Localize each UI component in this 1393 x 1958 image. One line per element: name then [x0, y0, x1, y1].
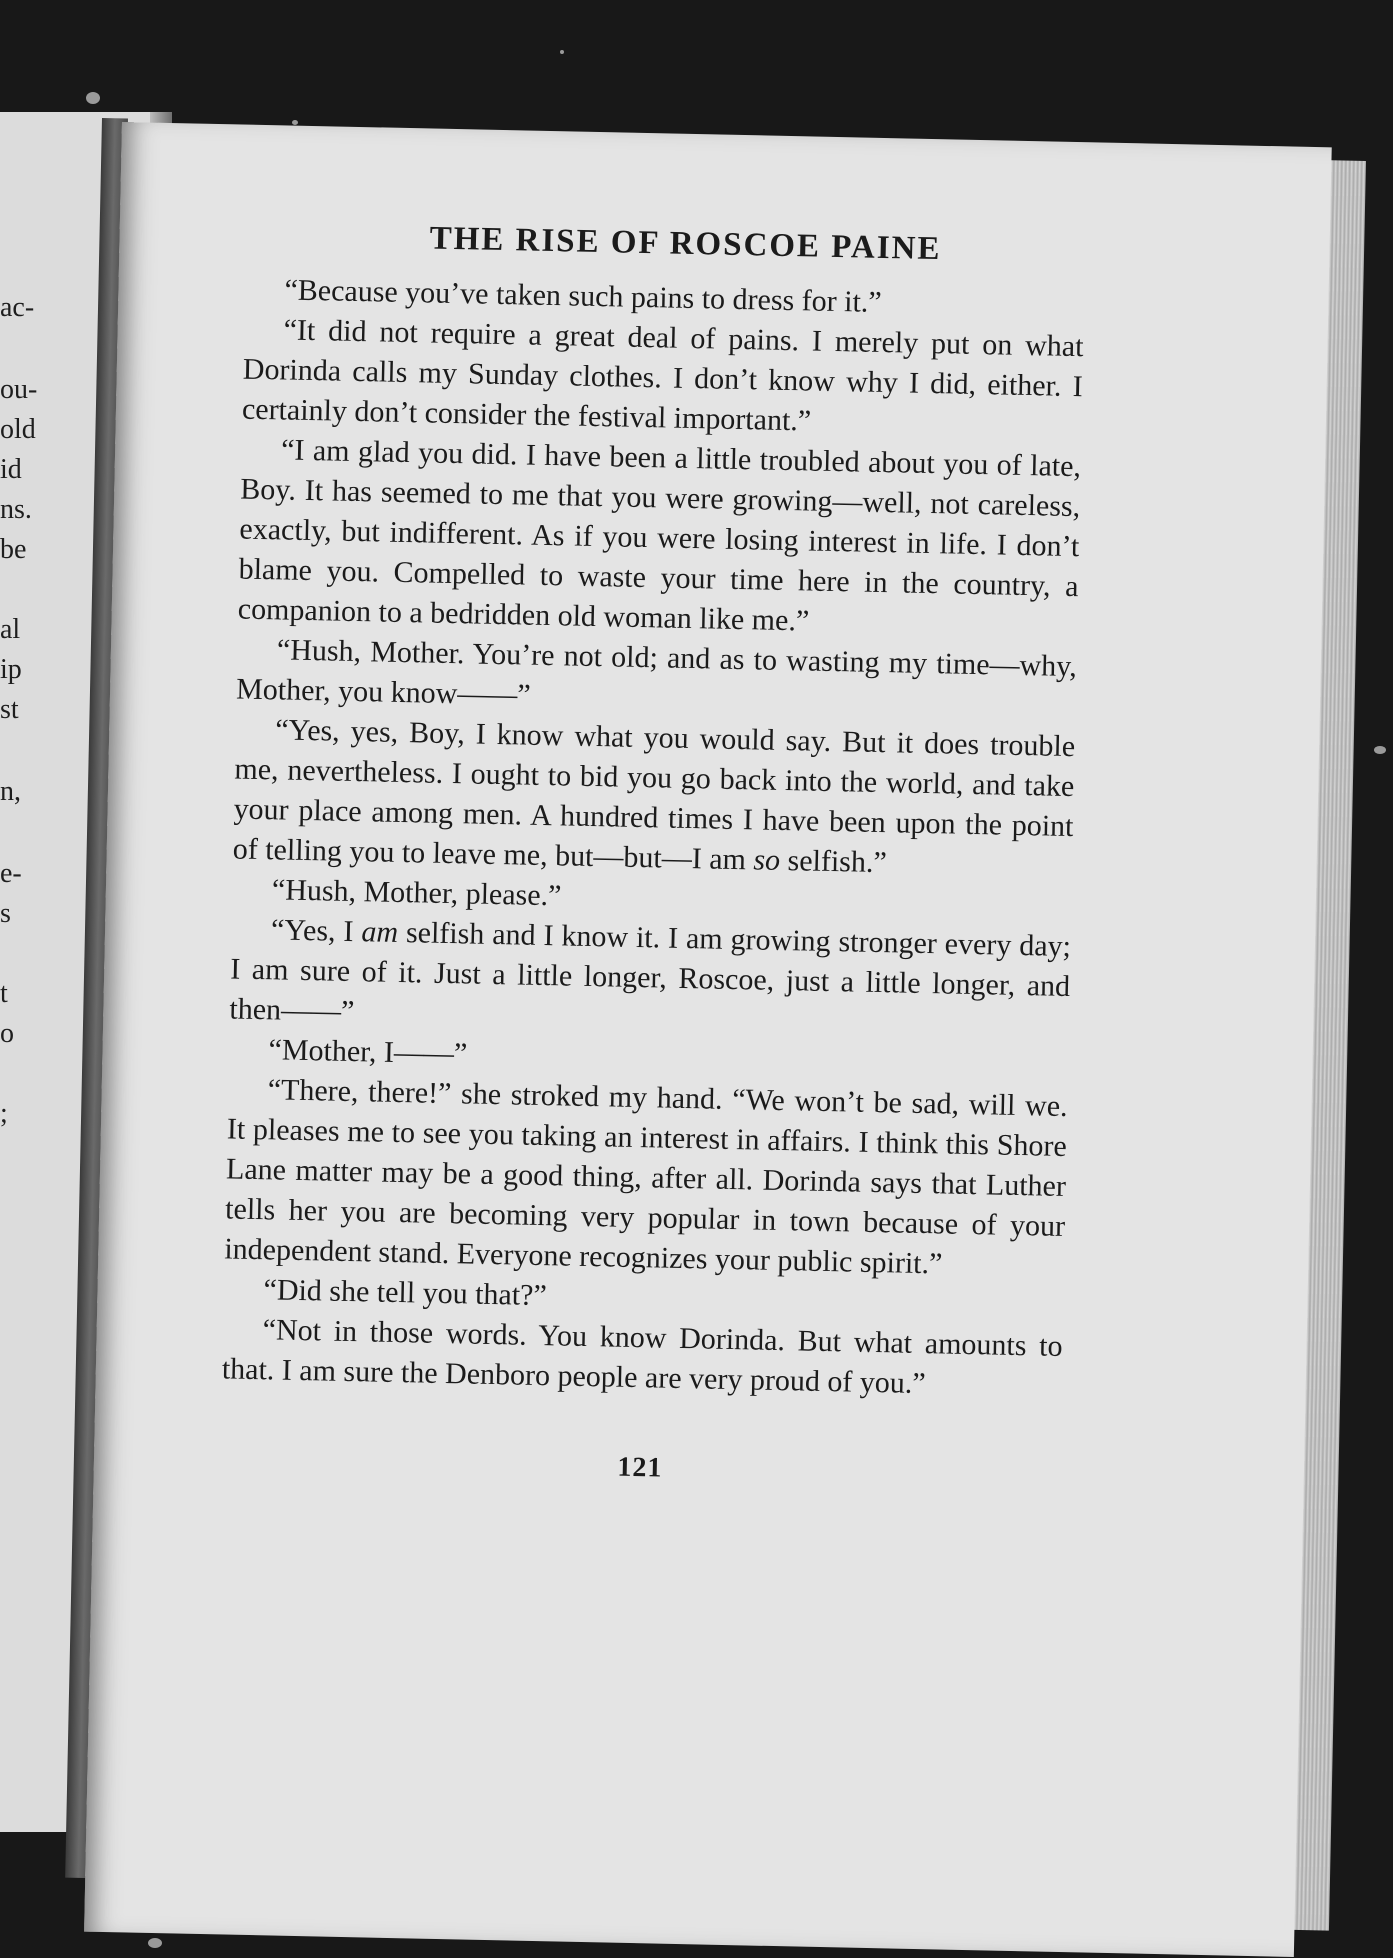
left-page-fragment: id: [0, 454, 22, 485]
left-page-fragment: ns.: [0, 494, 32, 525]
left-page-fragment: o: [0, 1018, 14, 1049]
book-page: [84, 122, 1332, 1957]
paragraph: “Did she tell you that?”: [263, 1273, 548, 1313]
paragraph: “Hush, Mother, please.”: [271, 873, 562, 913]
left-page-fragment: ;: [0, 1098, 8, 1129]
paragraph: “Because you’ve taken such pains to dress for it.”: [284, 273, 883, 319]
paragraph: “There, there!” she stroked my hand. “We won’t be sad, will we. It pleases me to see you taking an interest in affairs. I think this Shore Lane matter may be a good thing, after all. Dorinda says that Luther tells her you are becoming very popular in town because of your independent stand. Everyone recognizes your public spirit.”: [224, 1073, 1068, 1281]
page-content: [220, 217, 1086, 1493]
paragraph-text: “Yes, yes, Boy, I know what you would say. But it does trouble me, nevertheless. I ought to bid you go back into the world, and take your place among men. A hundred times I have been upon the point of telling you to leave me, but—but—I am: [232, 713, 1076, 877]
paragraph-text: selfish.”: [779, 843, 888, 880]
left-page-fragment: ou-: [0, 374, 38, 405]
italic-emphasis: am: [361, 915, 399, 949]
paragraph: [229, 909, 1071, 1047]
left-page-fragment: be: [0, 534, 27, 565]
left-page-fragment: s: [0, 898, 11, 929]
dust-speck: [292, 120, 298, 125]
left-page-fragment: ac-: [0, 292, 35, 323]
dust-speck: [148, 1938, 162, 1948]
paragraph: [232, 710, 1075, 888]
paragraph: “It did not require a great deal of pains. I merely put on what Dorinda calls my Sunday clothes. I don’t know why I did, either. I certainly don’t consider the festival important.”: [241, 313, 1084, 438]
dust-speck: [1374, 746, 1386, 754]
left-page-fragment: old: [0, 414, 36, 445]
left-page-fragment: t: [0, 978, 8, 1009]
left-page-fragment: al: [0, 614, 21, 645]
left-page-fragment: ip: [0, 654, 22, 685]
paragraph: “Mother, I——”: [268, 1033, 468, 1071]
paragraph: “Not in those words. You know Dorinda. But what amounts to that. I am sure the Denboro people are very proud of you.”: [221, 1313, 1063, 1401]
paragraph: “I am glad you did. I have been a little troubled about you of late, Boy. It has seemed to me that you were growing—well, not careless, exactly, but indifferent. As if you were losing interest in life. I don’t blame you. Compelled to waste your time here in the country, a companion to a bedridden old woman like me.”: [237, 433, 1082, 638]
dust-speck: [86, 92, 100, 104]
left-page-fragment: e-: [0, 858, 22, 889]
italic-emphasis: so: [753, 843, 781, 877]
page-number: 121: [617, 1451, 663, 1484]
left-page-fragment: st: [0, 694, 19, 725]
paragraph: “Hush, Mother. You’re not old; and as to wasting my time—why, Mother, you know——”: [235, 633, 1078, 712]
dust-speck: [560, 50, 564, 54]
left-page-fragment: n,: [0, 776, 21, 807]
paragraph-text: “Yes, I: [270, 913, 362, 949]
paragraph-text: selfish and I know it. I am growing stronger every day; I am sure of it. Just a little longer, Roscoe, just a little longer, and then——”: [229, 915, 1072, 1029]
running-head: THE RISE OF ROSCOE PAINE: [429, 220, 942, 268]
